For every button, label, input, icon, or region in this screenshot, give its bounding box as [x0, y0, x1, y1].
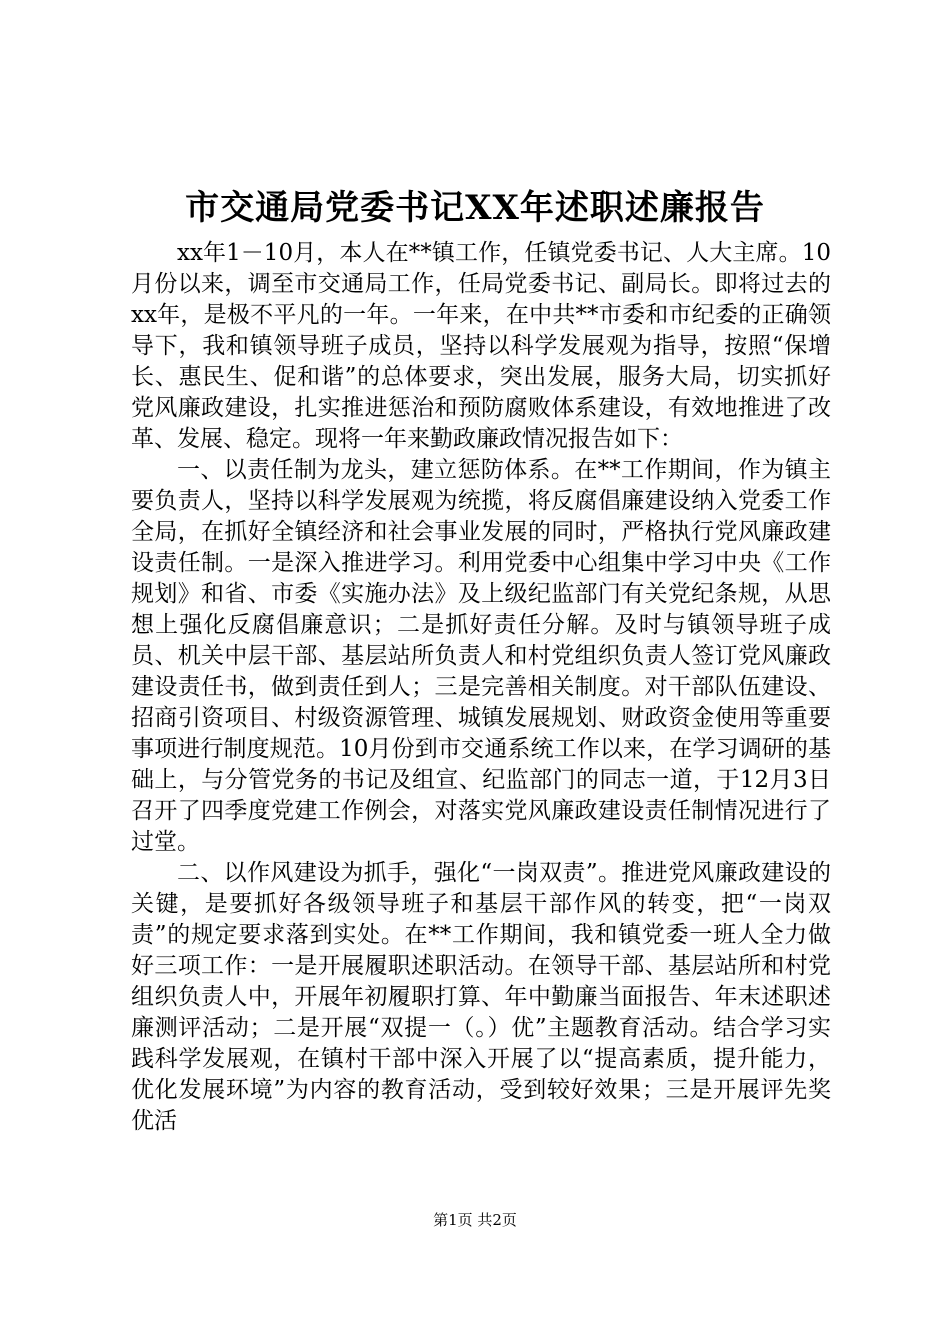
paragraph-intro: xx年1－10月，本人在**镇工作，任镇党委书记、人大主席。10月份以来，调至市交通局工作，任局党委书记、副局长。即将过去的xx年，是极不平凡的一年。一年来，在中共**市委和市纪委的正确领导下，我和镇领导班子成员，坚持以科学发展观为指导，按照“保增长、惠民生、促和谐”的总体要求，突出发展，服务大局，切实抓好党风廉政建设，扎实推进惩治和预防腐败体系建设，有效地推进了改革、发展、稳定。现将一年来勤政廉政情况报告如下： — [131, 240, 831, 452]
page-number-footer: 第1页 共2页 — [433, 1211, 517, 1229]
document-title: 市交通局党委书记XX年述职述廉报告 — [185, 188, 765, 228]
paragraph-section-one: 一、以责任制为龙头，建立惩防体系。在**工作期间，作为镇主要负责人，坚持以科学发展观为统揽，将反腐倡廉建设纳入党委工作全局，在抓好全镇经济和社会事业发展的同时，严格执行党风廉政建设责任制。一是深入推进学习。利用党委中心组集中学习中央《工作规划》和省、市委《实施办法》及上级纪监部门有关党纪条规，从思想上强化反腐倡廉意识；二是抓好责任分解。及时与镇领导班子成员、机关中层干部、基层站所负责人和村党组织负责人签订党风廉政建设责任书，做到责任到人；三是完善相关制度。对干部队伍建设、招商引资项目、村级资源管理、城镇发展规划、财政资金使用等重要事项进行制度规范。10月份到市交通系统工作以来，在学习调研的基础上，与分管党务的书记及组宣、纪监部门的同志一道，于12月3日召开了四季度党建工作例会，对落实党风廉政建设责任制情况进行了过堂。 — [131, 457, 831, 855]
document-body — [131, 238, 831, 1137]
paragraph-section-two: 二、以作风建设为抓手，强化“一岗双责”。推进党风廉政建设的关键，是要抓好各级领导班子和基层干部作风的转变，把“一岗双责”的规定要求落到实处。在**工作期间，我和镇党委一班人全力做好三项工作：一是开展履职述职活动。在领导干部、基层站所和村党组织负责人中，开展年初履职打算、年中勤廉当面报告、年末述职述廉测评活动；二是开展“双提一（。）优”主题教育活动。结合学习实践科学发展观，在镇村干部中深入开展了以“提高素质，提升能力，优化发展环境”为内容的教育活动，受到较好效果；三是开展评先奖优活 — [131, 860, 831, 1134]
